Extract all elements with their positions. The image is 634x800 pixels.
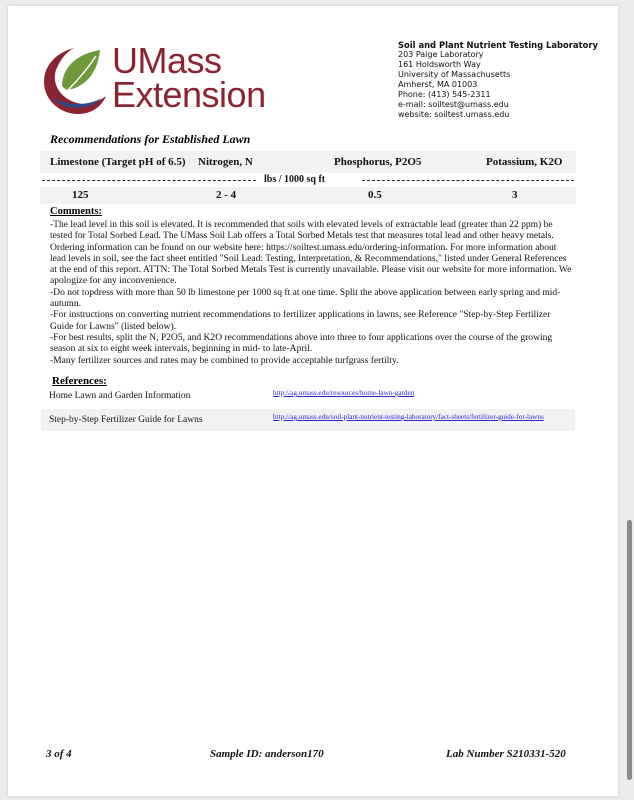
sample-id: Sample ID: anderson170 [210,748,324,760]
column-limestone: Limestone (Target pH of 6.5) [50,156,186,168]
address-line: University of Massachusetts [398,70,511,79]
logo-line-umass: UMass [112,40,222,81]
lab-contact-block [398,40,598,120]
leaf-swoosh-icon [38,42,110,120]
column-potassium: Potassium, K2O [486,156,563,168]
reference-row [41,385,575,407]
comments-title: Comments: [50,206,102,217]
comment-paragraph: -For instructions on converting nutrient recommendations to fertilizer applications in lawns, see Reference "Step-by-Step Fertilizer Guide for Lawns" (listed below). [50,309,551,332]
vertical-scrollbar[interactable] [627,520,632,780]
phone-line: Phone: (413) 545-2311 [398,90,491,99]
units-row [40,174,576,188]
comment-paragraph: -Many fertilizer sources and rates may be combined to provide acceptable turfgrass fertilty. [50,354,399,366]
column-phosphorus: Phosphorus, P2O5 [334,156,422,168]
comments-body [50,219,574,366]
reference-row [41,409,575,431]
references-title: References: [52,375,107,387]
column-nitrogen: Nitrogen, N [198,156,253,168]
reference-link[interactable]: http://ag.umass.edu/resources/home-lawn-garden [273,389,415,397]
comment-paragraph: -The lead level in this soil is elevated. It is recommended that soils with elevated levels of extractable lead (greater than 22 ppm) be tested for Total Sorbed Lead. The UMass Soil Lab offers a Total Sorbed Metals test that measures total lead and other heavy metals. Ordering information can be found on our website here: https://soiltest.umass.edu/ordering-information. For more information about lead levels in soil, see the fact sheet entitled "Soil Lead: Testing, Interpretation, & Recommendations," listed under General References at the end of this report. ATTN: The Total Sorbed Metals Test is currently unavailable. Please visit our website for more information. We apologize for any inconvenience. [50,219,572,287]
recommendations-title: Recommendations for Established Lawn [50,132,251,146]
report-page [8,6,618,796]
page-number: 3 of 4 [46,748,72,760]
reference-link[interactable]: http://ag.umass.edu/soil-plant-nutrient-testing-laboratory/fact-sheets/fertilizer-guide-for-lawns [273,413,544,421]
reference-label: Home Lawn and Garden Information [49,391,191,401]
comment-paragraph: -Do not topdress with more than 50 lb limestone per 1000 sq ft at one time. Split the above application between early spring and mid-autumn. [50,286,561,310]
address-line: Amherst, MA 01003 [398,80,478,89]
dashed-divider [362,180,574,181]
comment-paragraph: -For best results, split the N, P2O5, and K2O recommendations above into three to four applications over the course of the growing season at six to eight week intervals, beginning in mid- to late-April. [50,331,553,355]
address-line: 203 Paige Laboratory [398,50,484,59]
recommendations-values-row [40,187,576,204]
reference-label: Step-by-Step Fertilizer Guide for Lawns [49,415,203,425]
recommendations-header-row [40,151,576,173]
lab-name: Soil and Plant Nutrient Testing Laboratory [398,40,598,50]
value-limestone: 125 [72,189,89,201]
logo-line-extension: Extension [112,74,266,115]
address-line: 161 Holdsworth Way [398,60,481,69]
lab-number: Lab Number S210331-520 [446,748,566,760]
website-line[interactable]: website: soiltest.umass.edu [398,110,510,119]
units-label: lbs / 1000 sq ft [264,174,326,185]
value-potassium: 3 [512,189,518,201]
dashed-divider [42,180,256,181]
logo-wordmark [112,40,266,115]
email-line[interactable]: e-mail: soiltest@umass.edu [398,100,509,109]
value-nitrogen: 2 - 4 [216,189,237,201]
umass-extension-logo [38,42,278,120]
value-phosphorus: 0.5 [368,189,382,201]
